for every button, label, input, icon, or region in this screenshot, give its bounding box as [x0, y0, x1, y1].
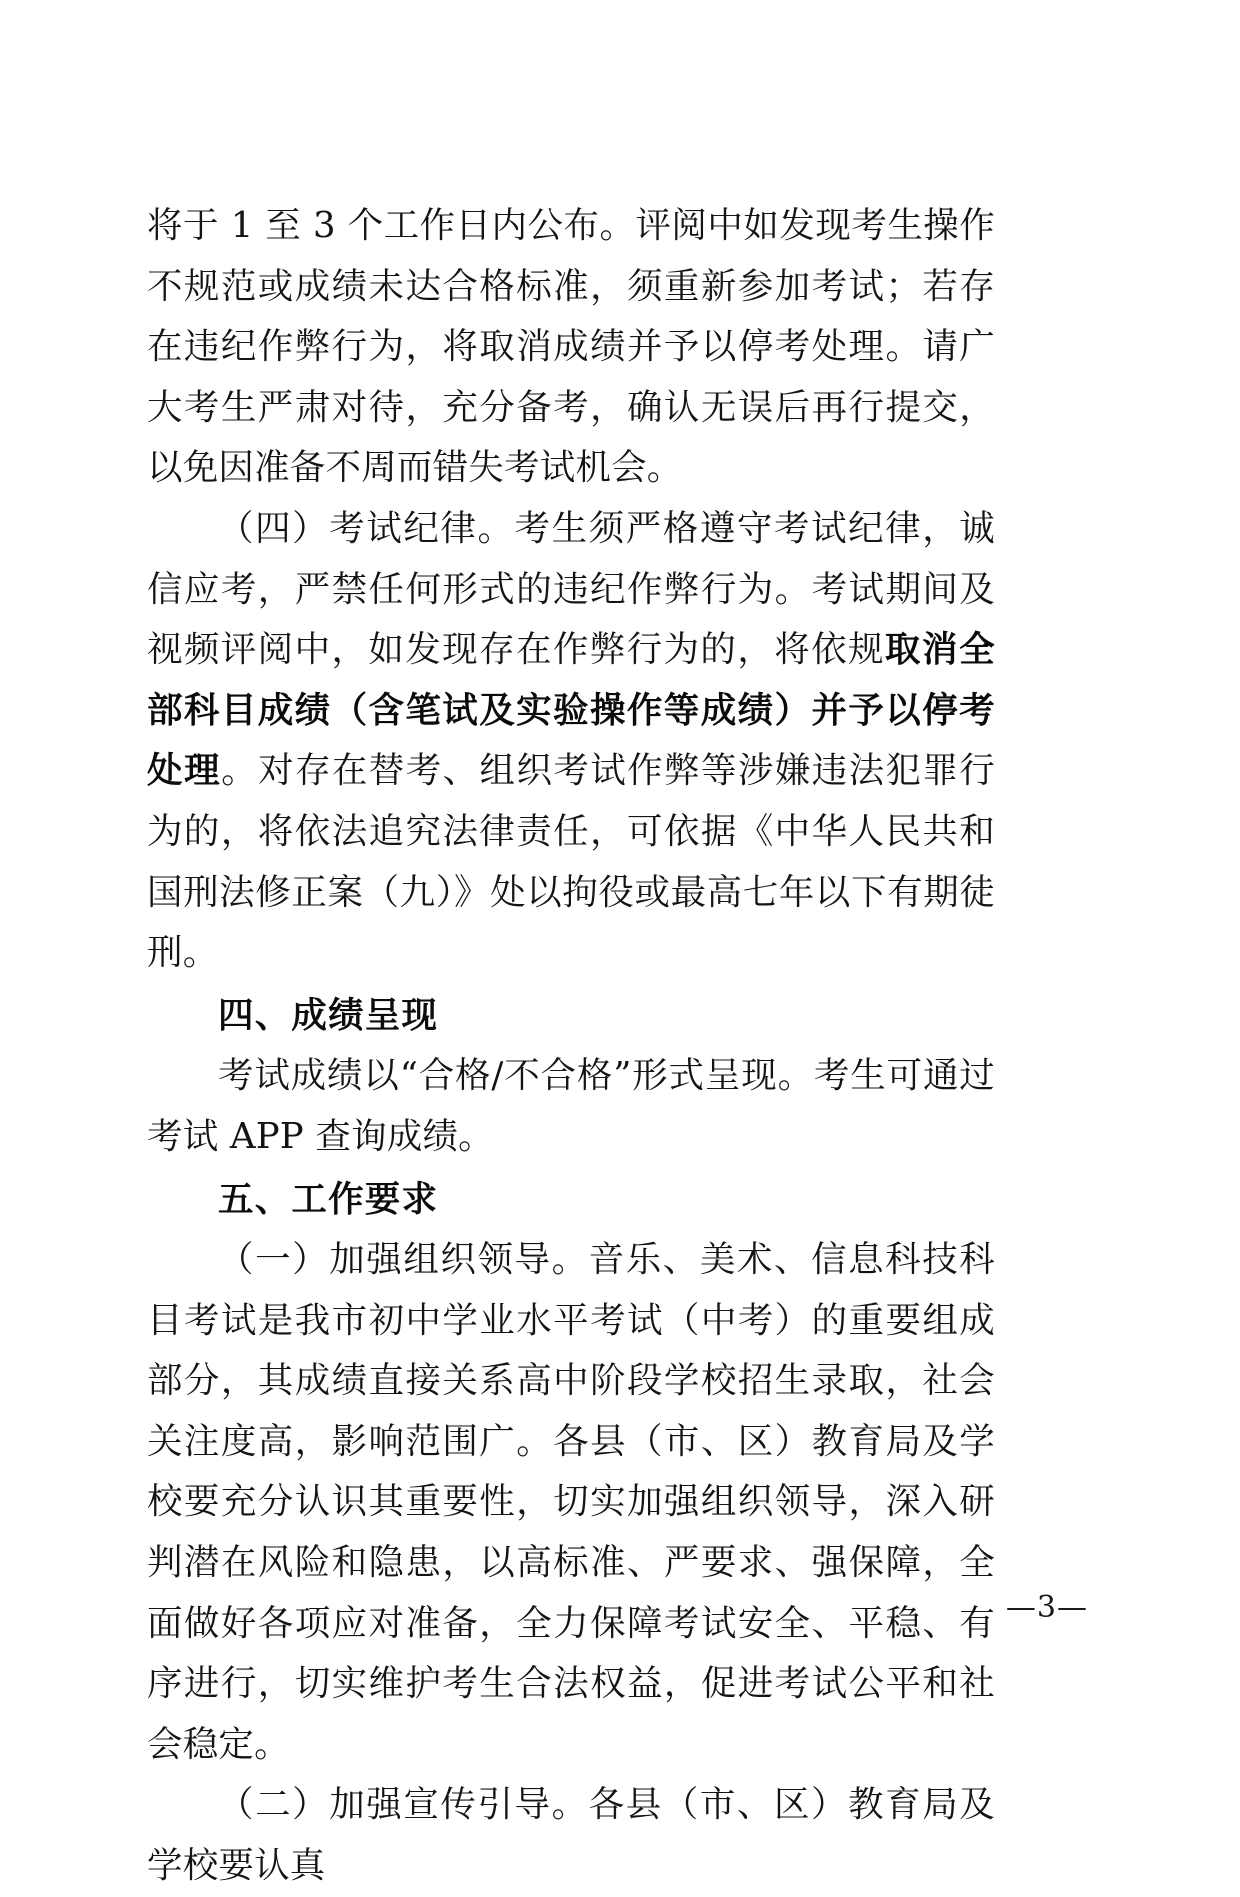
document-body	[147, 196, 995, 1897]
page-number: —3—	[1005, 1590, 1088, 1625]
discipline-text-emphasis: 取消全部科目成绩（含笔试及实验操作等成绩）并予以停考处理	[147, 629, 995, 792]
discipline-text-lead: （四）考试纪律。考生须严格遵守考试纪律，诚信应考，严禁任何形式的违纪作弊行为。考试期间及视频评阅中，如发现存在作弊行为的，将依规	[147, 507, 995, 671]
paragraph-strengthen-leadership: （一）加强组织领导。音乐、美术、信息科技科目考试是我市初中学业水平考试（中考）的重要组成部分，其成绩直接关系高中阶段学校招生录取，社会关注度高，影响范围广。各县（市、区）教育局及学校要充分认识其重要性，切实加强组织领导，深入研判潜在风险和隐患，以高标准、严要求、强保障，全面做好各项应对准备，全力保障考试安全、平稳、有序进行，切实维护考生合法权益，促进考试公平和社会稳定。	[147, 1239, 995, 1765]
heading-section-five: 五、工作要求	[218, 1178, 439, 1220]
paragraph-continued: 将于 1 至 3 个工作日内公布。评阅中如发现考生操作不规范或成绩未达合格标准，须重新参加考试；若存在违纪作弊行为，将取消成绩并予以停考处理。请广大考生严肃对待，充分备考，确认无误后再行提交，以免因准备不周而错失考试机会。	[147, 205, 995, 489]
heading-section-four: 四、成绩呈现	[218, 994, 439, 1036]
paragraph-strengthen-publicity: （二）加强宣传引导。各县（市、区）教育局及学校要认真	[147, 1784, 995, 1887]
paragraph-exam-discipline	[147, 499, 995, 984]
paragraph-results-presentation: 考试成绩以“合格/不合格”形式呈现。考生可通过考试 APP 查询成绩。	[147, 1055, 995, 1157]
discipline-text-tail: 。对存在替考、组织考试作弊等涉嫌违法犯罪行为的，将依法追究法律责任，可依据《中华人民共和国刑法修正案（九）》处以拘役或最高七年以下有期徒刑。	[147, 750, 995, 974]
